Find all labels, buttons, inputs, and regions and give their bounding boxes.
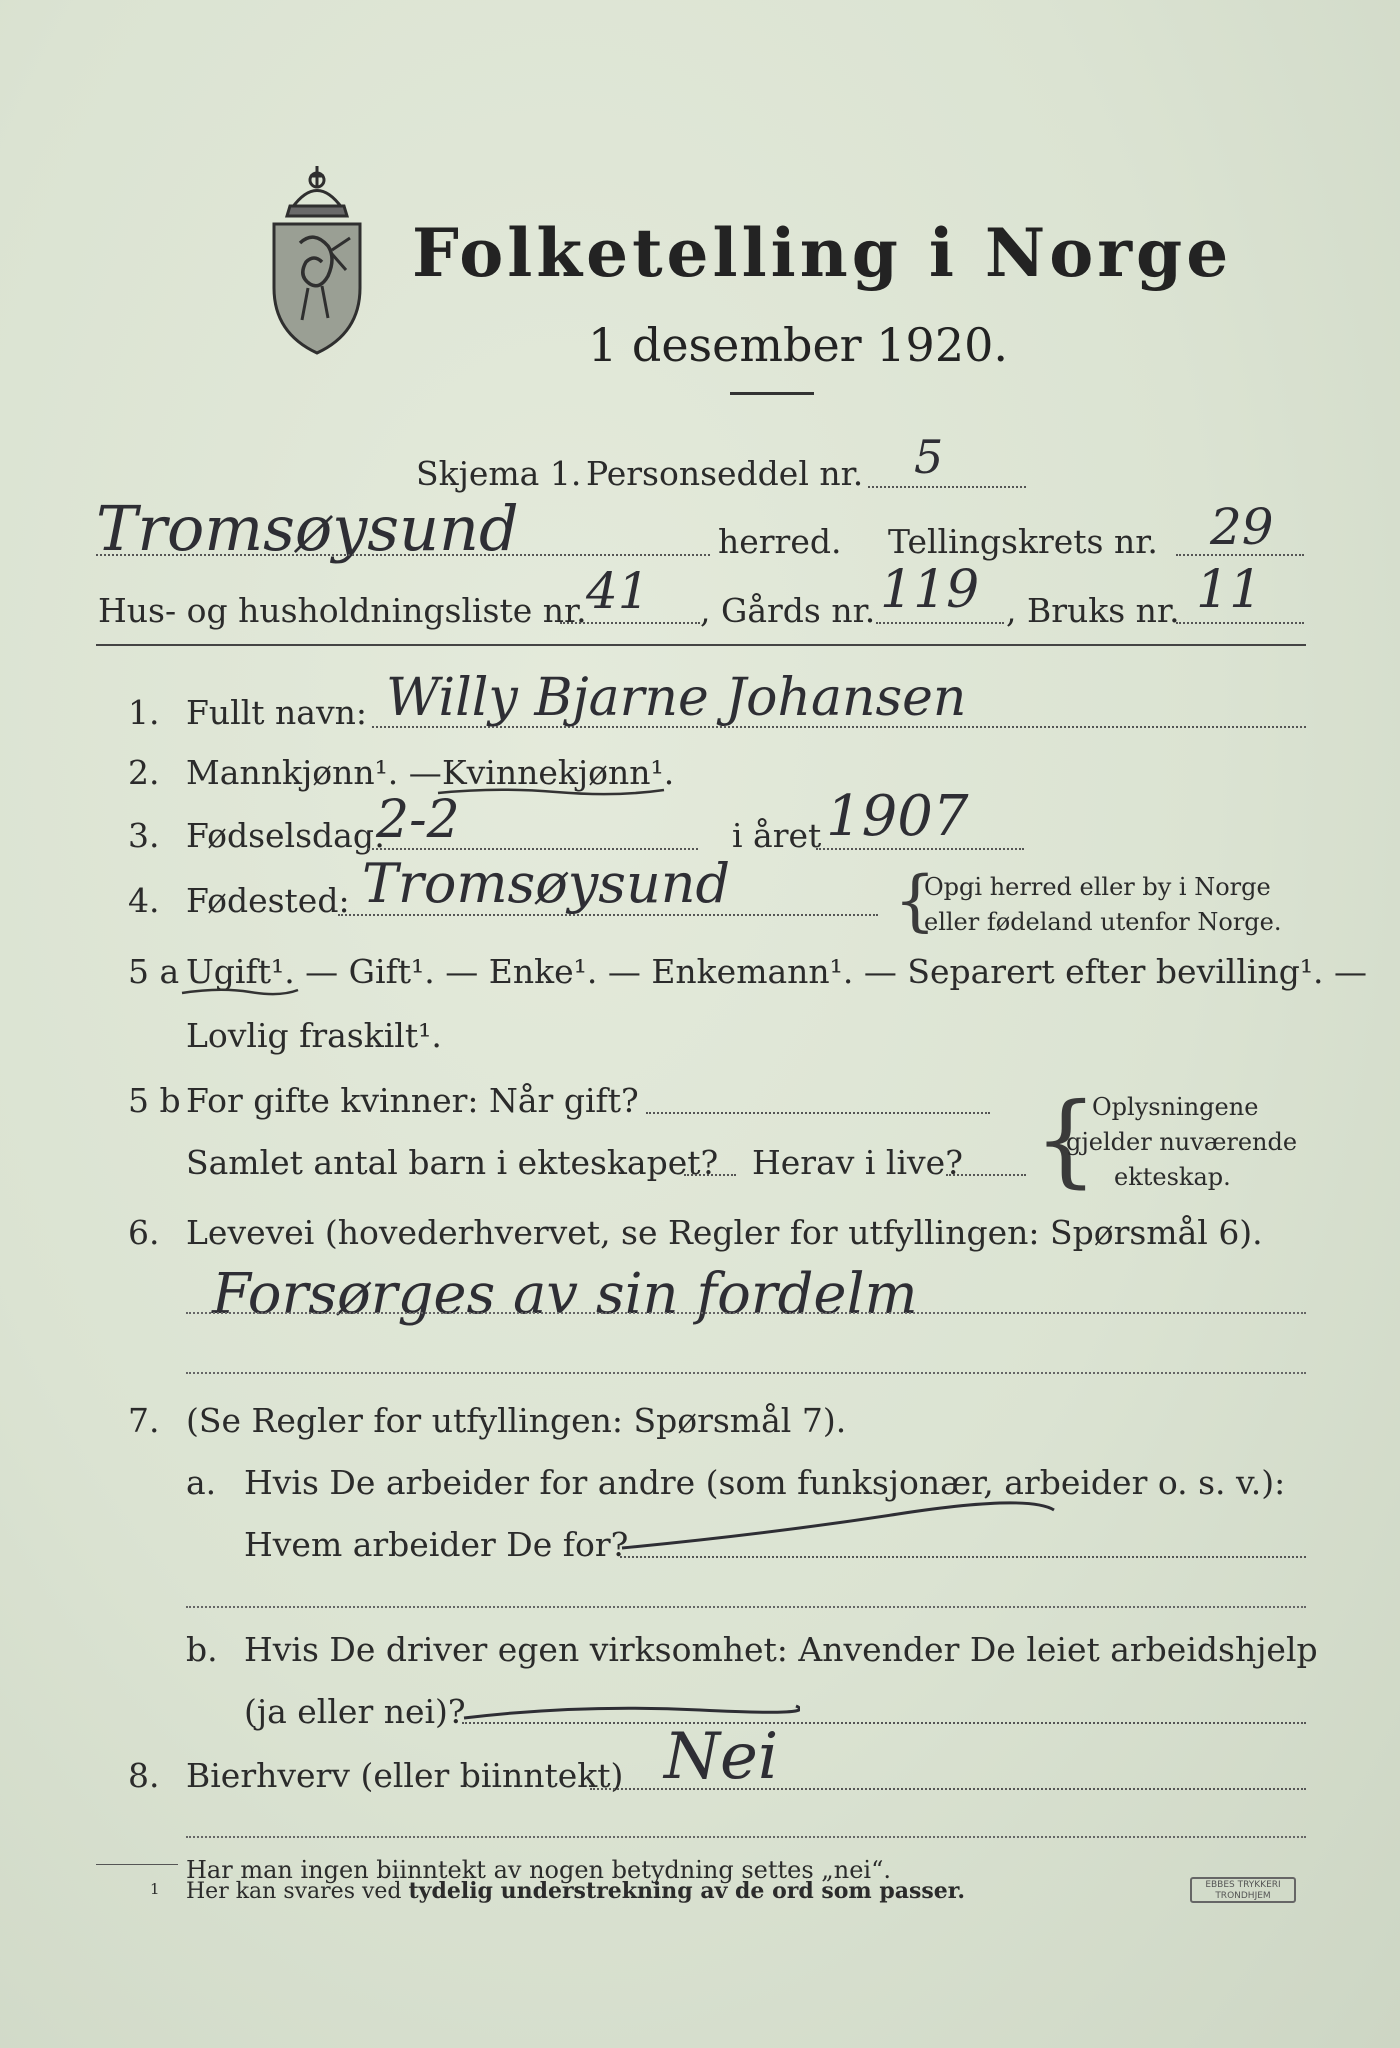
q4-brace: {	[894, 862, 936, 939]
q7-label: (Se Regler for utfyllingen: Spørsmål 7).	[186, 1401, 847, 1440]
husholdning-label: Hus- og husholdningsliste nr.	[98, 591, 587, 630]
q5b-children-label: Samlet antal barn i ekteskapet?	[186, 1143, 719, 1182]
q2-male-option: Mannkjønn¹. —	[186, 753, 442, 792]
q6-label: Levevei (hovederhvervet, se Regler for utfyllingen: Spørsmål 6).	[186, 1213, 1263, 1252]
q7b-line1: Hvis De driver egen virksomhet: Anvender De leiet arbeidshjelp	[244, 1630, 1318, 1669]
q7a-strikethrough-mark	[618, 1494, 1058, 1554]
q7a-answer-line	[620, 1556, 1306, 1558]
bruks-line	[1176, 622, 1304, 624]
q3-year-label: i året	[732, 816, 822, 855]
q5b-note-line2: gjelder nuværende	[1066, 1128, 1298, 1156]
footnote-text-regular: Her kan svares ved	[186, 1879, 402, 1904]
q2-female-underline	[436, 785, 666, 799]
husholdning-value: 41	[586, 562, 650, 620]
census-date: 1 desember 1920.	[588, 318, 1008, 372]
q7a-letter: a.	[186, 1463, 217, 1502]
coat-of-arms-icon	[262, 158, 372, 358]
gards-line	[876, 622, 1004, 624]
q7a-line1: Hvis De arbeider for andre (som funksjonær, arbeider o. s. v.):	[244, 1463, 1286, 1502]
gards-value: 119	[880, 560, 980, 620]
q7b-letter: b.	[186, 1630, 218, 1669]
footnote-rule	[96, 1864, 178, 1865]
q3-birthdate-value: 2-2	[376, 790, 460, 850]
q8-side-income-value: Nei	[664, 1720, 779, 1794]
q7-number: 7.	[128, 1401, 160, 1440]
bruks-label: , Bruks nr.	[1006, 591, 1180, 630]
schema-label: Skjema 1.	[416, 454, 582, 493]
herred-value: Tromsøysund	[96, 492, 519, 565]
q5b-number: 5 b	[128, 1081, 181, 1120]
q5a-number: 5 a	[128, 952, 180, 991]
q3-label: Fødselsdag:	[186, 816, 386, 855]
q3-year-value: 1907	[826, 784, 969, 849]
footnote-text-bold: tydelig understrekning av de ord som passer.	[408, 1878, 966, 1904]
q3-number: 3.	[128, 816, 160, 855]
q4-label: Fødested:	[186, 881, 350, 920]
title-divider	[730, 392, 814, 395]
q1-number: 1.	[128, 693, 160, 732]
q5a-selected-underline	[180, 985, 300, 999]
q1-full-name-value: Willy Bjarne Johansen	[386, 668, 967, 728]
q5a-other-options: — Gift¹. — Enke¹. — Enkemann¹. — Separert efter bevilling¹. —	[294, 952, 1368, 991]
q5a-options	[186, 952, 1367, 991]
q4-note-line1: Opgi herred eller by i Norge	[924, 873, 1271, 901]
stamp-line2: TRONDHJEM	[1215, 1891, 1271, 1901]
husholdning-line	[560, 622, 700, 624]
q5a-line2: Lovlig fraskilt¹.	[186, 1016, 442, 1055]
form-title: Folketelling i Norge	[412, 214, 1233, 292]
q6-number: 6.	[128, 1213, 160, 1252]
q5b-alive-label: Herav i live?	[752, 1143, 963, 1182]
personseddel-label: Personseddel nr.	[586, 454, 864, 493]
no-income-note: Har man ingen biinntekt av nogen betydning settes „nei“.	[186, 1856, 891, 1884]
q5b-married-line	[646, 1112, 990, 1114]
q8-extra-line	[186, 1836, 1306, 1838]
tellingskrets-value: 29	[1210, 498, 1274, 556]
q2-female-option: Kvinnekjønn¹.	[442, 753, 675, 792]
q4-birthplace-value: Tromsøysund	[362, 852, 731, 915]
herred-line	[96, 554, 710, 556]
q1-label: Fullt navn:	[186, 693, 367, 732]
q5b-note-line1: Oplysningene	[1092, 1093, 1259, 1121]
q5a-selected-option: Ugift¹.	[186, 952, 295, 991]
personseddel-value: 5	[914, 430, 944, 484]
q8-label: Bierhverv (eller biinntekt)	[186, 1756, 624, 1795]
q8-number: 8.	[128, 1756, 160, 1795]
q5b-married-label: For gifte kvinner: Når gift?	[186, 1081, 639, 1120]
q4-note-line2: eller fødeland utenfor Norge.	[924, 908, 1282, 936]
stamp-line1: EBBES TRYKKERI	[1205, 1880, 1281, 1890]
q5b-alive-line	[946, 1174, 1026, 1176]
q5b-brace: {	[1034, 1081, 1098, 1198]
herred-label: herred.	[718, 522, 842, 561]
footnote-mark: 1	[150, 1880, 160, 1898]
q6-occupation-value: Forsørges av sin fordelm	[212, 1262, 918, 1327]
personseddel-line	[868, 486, 1026, 488]
footnote-text	[186, 1878, 965, 1904]
q7b-line2: (ja eller nei)?	[244, 1692, 466, 1731]
bruks-value: 11	[1196, 560, 1263, 620]
header-separator	[96, 644, 1306, 646]
q2-number: 2.	[128, 753, 160, 792]
q6-line2	[186, 1372, 1306, 1374]
gards-label: , Gårds nr.	[700, 591, 876, 630]
q4-number: 4.	[128, 881, 160, 920]
q7a-extra-line	[186, 1606, 1306, 1608]
q5b-children-line	[684, 1174, 736, 1176]
tellingskrets-label: Tellingskrets nr.	[888, 522, 1158, 561]
q6-line1	[186, 1312, 1306, 1314]
q7a-line2: Hvem arbeider De for?	[244, 1525, 629, 1564]
q5b-note-line3: ekteskap.	[1114, 1163, 1231, 1191]
printer-stamp	[1190, 1877, 1296, 1903]
